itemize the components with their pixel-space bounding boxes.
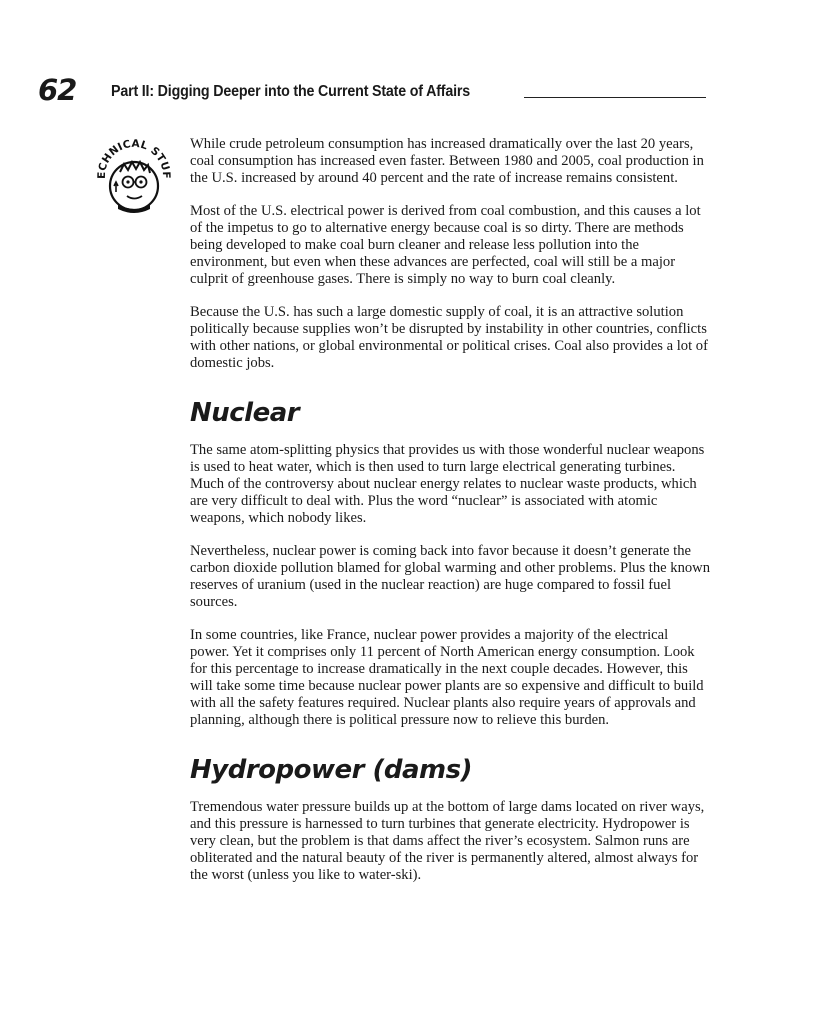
body-paragraph: Tremendous water pressure builds up at the bottom of large dams located on river ways, and this pressure is harnessed to turn turbines that generate electricity. Hydropower is very clean, but the problem is that dams affect the river’s ecosystem. Salmon runs are obliterated and the natural beauty of the river is permanently altered, almost always for the worst (unless you like to water-ski).	[190, 799, 705, 883]
technical-stuff-icon	[94, 134, 174, 214]
page-body	[190, 136, 710, 900]
body-paragraph: Nevertheless, nuclear power is coming back into favor because it doesn’t generate the carbon dioxide pollution blamed for global warming and other problems. Plus the known reserves of uranium (used in the nuclear reaction) are huge compared to fossil fuel sources.	[190, 543, 711, 610]
body-paragraph: While crude petroleum consumption has increased dramatically over the last 20 years, coal consumption has increased even faster. Between 1980 and 2005, coal production in the U.S. increased by around 40 percent and the rate of increase remains consistent.	[190, 136, 704, 186]
body-paragraph: In some countries, like France, nuclear power provides a majority of the electrical power. Yet it comprises only 11 percent of North American energy consumption. Look for this percentage to increase dramatically in the next couple decades. However, this will take some time because nuclear power plants are so expensive and difficult to build with all the safety features required. Nuclear plants also require years of approvals and planning, although there is political pressure now to relieve this burden.	[190, 627, 704, 728]
body-paragraph: Because the U.S. has such a large domestic supply of coal, it is an attractive solution politically because supplies won’t be disrupted by instability in other countries, conflicts with other nations, or global environmental or political crises. Coal also provides a lot of domestic jobs.	[190, 304, 708, 371]
section-heading-nuclear: Nuclear	[190, 398, 300, 428]
page-header	[38, 74, 708, 108]
body-paragraph: Most of the U.S. electrical power is derived from coal combustion, and this causes a lot of the impetus to go to alternative energy because coal is so dirty. There are methods being developed to make coal burn cleaner and release less pollution into the environment, but even when these advances are perfected, coal will still be a major culprit of greenhouse gases. There is simply no way to burn coal cleanly.	[190, 203, 701, 287]
section-heading-hydropower: Hydropower (dams)	[190, 755, 472, 785]
technical-stuff-icon-graphic	[94, 134, 174, 214]
body-paragraph: The same atom-splitting physics that provides us with those wonderful nuclear weapons is used to heat water, which is then used to turn large electrical generating turbines. Much of the controversy about nuclear energy relates to nuclear waste products, which are very difficult to deal with. Plus the word “nuclear” is associated with atomic weapons, which nobody likes.	[190, 442, 705, 526]
icon-label: ECHNICAL STUF	[95, 137, 173, 180]
page-number: 62	[38, 73, 77, 107]
header-rule	[524, 97, 706, 98]
running-head: Part II: Digging Deeper into the Current State of Affairs	[111, 83, 470, 100]
